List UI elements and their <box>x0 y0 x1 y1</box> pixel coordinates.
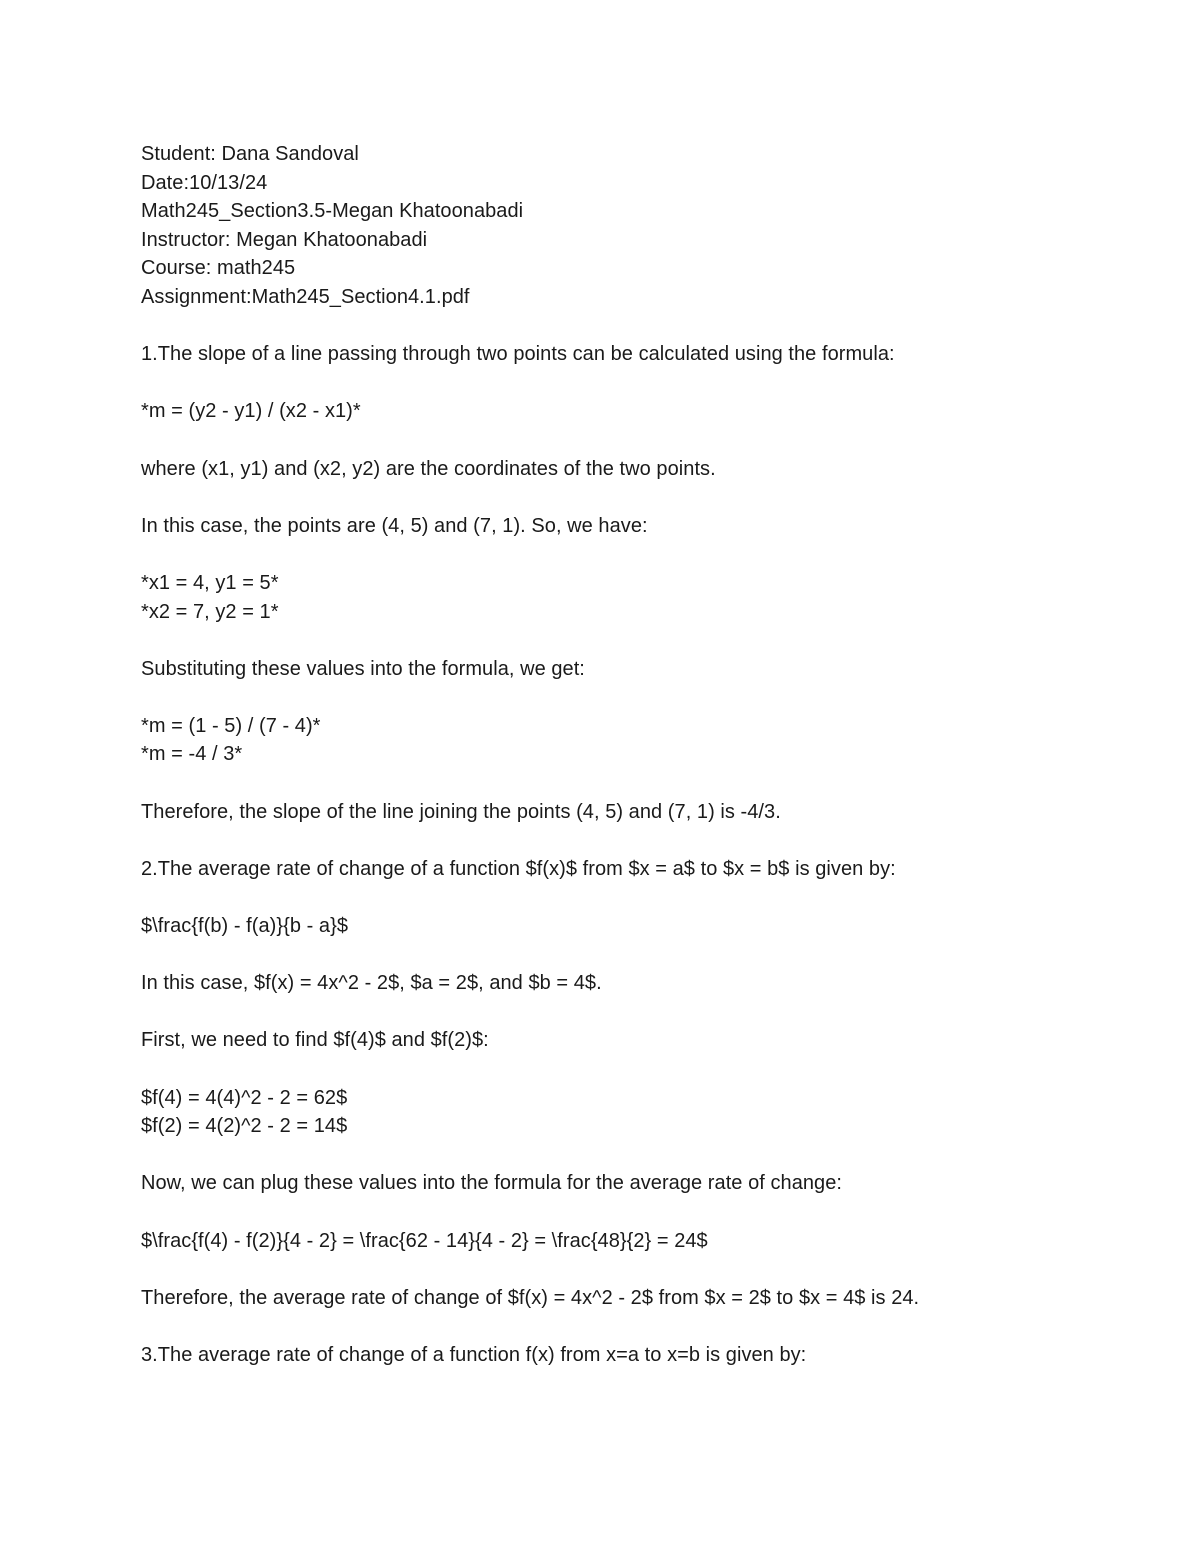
problem-1-point2: *x2 = 7, y2 = 1* <box>141 600 279 623</box>
problem-3 <box>141 1341 1101 1370</box>
problem-2-f4: $f(4) = 4(4)^2 - 2 = 62$ <box>141 1086 348 1109</box>
spacer <box>141 998 1101 1027</box>
problem-1-where: where (x1, y1) and (x2, y2) are the coordinates of the two points. <box>141 457 716 480</box>
student-line: Student: Dana Sandoval <box>141 143 359 165</box>
section-line: Math245_Section3.5-Megan Khatoonabadi <box>141 200 524 223</box>
spacer <box>141 426 1101 455</box>
assignment-line: Assignment:Math245_Section4.1.pdf <box>141 285 470 308</box>
spacer <box>141 883 1101 912</box>
header-block <box>141 140 1101 312</box>
problem-2-first: First, we need to find $f(4)$ and $f(2)$: <box>141 1029 489 1052</box>
problem-2-now: Now, we can plug these values into the formula for the average rate of change: <box>141 1172 842 1195</box>
spacer <box>141 626 1101 655</box>
spacer <box>141 1198 1101 1227</box>
problem-3-intro: 3.The average rate of change of a function f(x) from x=a to x=b is given by: <box>141 1343 807 1366</box>
problem-2-conclusion: Therefore, the average rate of change of $f(x) = 4x^2 - 2$ from $x = 2$ to $x = 4$ is 24. <box>141 1286 920 1309</box>
spacer <box>141 1255 1101 1284</box>
spacer <box>141 1141 1101 1170</box>
spacer <box>141 826 1101 855</box>
problem-2-intro: 2.The average rate of change of a function $f(x)$ from $x = a$ to $x = b$ is given by: <box>141 857 896 880</box>
problem-1-formula: *m = (y2 - y1) / (x2 - x1)* <box>141 400 361 423</box>
problem-1-substituting: Substituting these values into the formula, we get: <box>141 657 585 680</box>
document-body <box>141 140 1101 1370</box>
problem-1-case: In this case, the points are (4, 5) and (7, 1). So, we have: <box>141 514 648 537</box>
instructor-line: Instructor: Megan Khatoonabadi <box>141 228 428 251</box>
spacer <box>141 483 1101 512</box>
problem-1-step2: *m = -4 / 3* <box>141 743 243 766</box>
spacer <box>141 1312 1101 1341</box>
spacer <box>141 369 1101 398</box>
spacer <box>141 769 1101 798</box>
spacer <box>141 941 1101 970</box>
problem-1 <box>141 340 1101 826</box>
spacer <box>141 1055 1101 1084</box>
problem-1-conclusion: Therefore, the slope of the line joining the points (4, 5) and (7, 1) is -4/3. <box>141 800 781 823</box>
problem-2-f2: $f(2) = 4(2)^2 - 2 = 14$ <box>141 1115 348 1138</box>
problem-2-case: In this case, $f(x) = 4x^2 - 2$, $a = 2$, and $b = 4$. <box>141 972 602 995</box>
problem-1-point1: *x1 = 4, y1 = 5* <box>141 571 279 594</box>
spacer <box>141 683 1101 712</box>
problem-2 <box>141 855 1101 1313</box>
spacer <box>141 540 1101 569</box>
problem-2-calc: $\frac{f(4) - f(2)}{4 - 2} = \frac{62 - 14}{4 - 2} = \frac{48}{2} = 24$ <box>141 1229 708 1252</box>
problem-1-intro: 1.The slope of a line passing through two points can be calculated using the formula: <box>141 343 895 366</box>
problem-2-formula: $\frac{f(b) - f(a)}{b - a}$ <box>141 915 349 938</box>
problem-1-step1: *m = (1 - 5) / (7 - 4)* <box>141 714 321 737</box>
date-line: Date:10/13/24 <box>141 171 268 194</box>
course-line: Course: math245 <box>141 257 296 280</box>
spacer <box>141 312 1101 341</box>
